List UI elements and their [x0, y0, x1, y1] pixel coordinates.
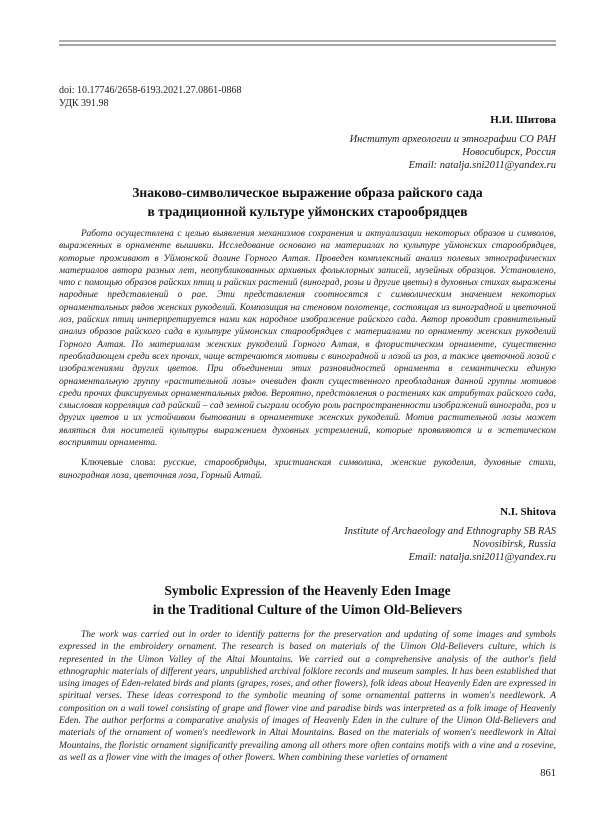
author-email-en: Email: natalja.sni2011@yandex.ru [408, 552, 556, 563]
affiliation-ru-line: Институт археологии и этнографии СО РАН [349, 134, 556, 145]
author-block-en [59, 506, 556, 564]
affiliation-ru-line: Новосибирск, Россия [462, 147, 556, 158]
article-identifiers [59, 84, 556, 110]
article-title-en-line1: Symbolic Expression of the Heavenly Eden Image [164, 583, 451, 598]
abstract-ru: Работа осуществлена с целью выявления механизмов сохранения и актуализации некоторых образов и символов, выраженных в орнаменте вышивки. Исследование основано на материалах по культуре уймонских старообрядцев, которые проживают в Уймонской долине Горного Алтая. Проведен комплексный анализ полевых этнографических материалов автора разных лет, неопубликованных архивных фольклорных записей, музейных образцов. Установлено, что с помощью образов райских птиц и райских растений (виноград, розы и другие цветы) в духовных стихах выражены народные представлений о рае. Эти представления соотносятся с символическим значением некоторых орнаментальных рядов женских рукоделий. Композиция на стеновом полотенце, состоящая из виноградной и цветочной лоз, райских птиц интерпретируется нами как народное изображение райского сада. Автор проводит сравнительный анализ образов райского сада в культуре уймонских старообрядцев с материалами по орнаменту женских рукоделий Горного Алтая. По материалам женских рукоделий Горного Алтая, в флористическом орнаменте, существенно преобладающем среди всех прочих, чаще встречаются мотивы с виноградной и лозой из роз, а также цветочной лозой с изображениями других цветов. При объединении этих разновидностей орнамента в семантически единую орнаментальную группу «растительной лозы» очевиден факт существенного преобладания данной группы мотивов среди прочих фиксируемых орнаментальных рядов. Вероятно, представления о растениях как атрибутах райского сада, смысловая корреляция сад райский – сад земной сыграли особую роль распространенности изображений винограда, роз и других цветов и их устойчивом бытовании в орнаментике женских рукоделий. Мотив растительной лозы может являться для носителей культуры выражением духовных устремлений, которые проявляются и в эстетическом восприятии орнамента. [59, 229, 556, 449]
article-title-en [59, 582, 556, 619]
page-number: 861 [540, 768, 556, 779]
header-double-rule [59, 40, 556, 46]
affiliation-en-line: Institute of Archaeology and Ethnography SB RAS [344, 526, 556, 537]
keywords-ru [59, 457, 556, 483]
udk-text: УДК 391.98 [59, 98, 109, 109]
author-name-ru: Н.И. Шитова [490, 114, 556, 126]
header-rule-bottom [59, 44, 556, 46]
author-block-ru [59, 114, 556, 172]
article-title-ru-line2: в традиционной культуре уймонских старообрядцев [147, 203, 468, 219]
keywords-label-ru: Ключевые слова: [81, 458, 156, 468]
article-title-ru-line1: Знаково-символическое выражение образа райского сада [132, 185, 483, 200]
author-email-ru: Email: natalja.sni2011@yandex.ru [408, 160, 556, 171]
doi-text: doi: 10.17746/2658-6193.2021.27.0861-0868 [59, 85, 242, 96]
abstract-en: The work was carried out in order to identify patterns for the preservation and updating of some images and symbols expressed in the embroidery ornament. The research is based on materials of the Uimon Old-Believers culture, which is represented in the Uimon Valley of the Altai Mountains. We carried out a comprehensive analysis of the author's field ethnographic materials of different years, unpublished archival folklore records and museum samples. It has been established that using images of Eden-related birds and plants (grapes, roses, and other flowers), folk ideas about Heavenly Eden are expressed in spiritual verses. These ideas correspond to the symbolic meaning of some ornamental patterns in women's needlework. A composition on a wall towel consisting of grape and flower vine and paradise birds was interpreted as a folk image of Heavenly Eden. The author performs a comparative analysis of images of Heavenly Eden in the culture of the Uimon Old-Believers and materials of the ornament of women's needlework in Altai Mountains. Based on the materials of women's needlework in Altai Mountains, the floristic ornament significantly prevailing among all others more often contains motifs with a vine and a rosevine, as well as a flower vine with the images of other flowers. When combining these varieties of ornament [59, 630, 556, 763]
affiliation-en-line: Novosibirsk, Russia [472, 539, 556, 550]
keywords-list-ru: русские, старообрядцы, христианская символика, женские рукоделия, духовные стихи, виноградная лоза, цветочная лоза, Горный Алтай. [59, 458, 556, 481]
header-rule-top [59, 40, 556, 42]
author-name-en: N.I. Shitova [500, 506, 556, 518]
article-title-en-line2: in the Traditional Culture of the Uimon Old-Believers [152, 601, 463, 617]
article-title-ru [59, 184, 556, 221]
